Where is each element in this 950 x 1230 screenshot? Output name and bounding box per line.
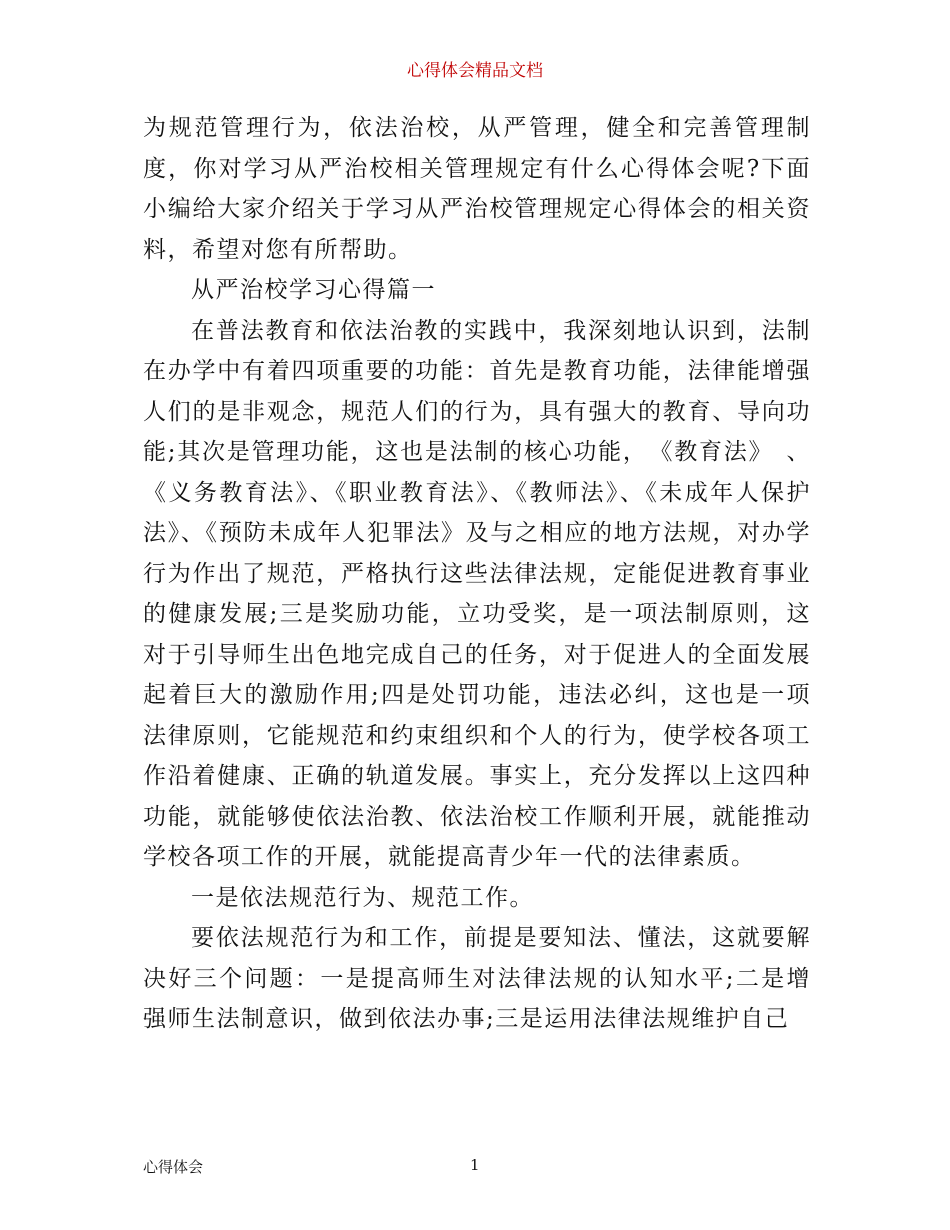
section-heading: 从严治校学习心得篇一 xyxy=(191,277,436,303)
page-number: 1 xyxy=(470,1156,480,1174)
intro-paragraph: 为规范管理行为，依法治校，从严管理，健全和完善管理制度，你对学习从严治校相关管理规定有什么心得体会呢?下面小编给大家介绍关于学习从严治校管理规定心得体会的相关资料，希望对您有所帮助。 xyxy=(143,115,811,263)
point-heading: 一是依法规范行为、规范工作。 xyxy=(191,884,534,911)
document-body xyxy=(143,108,811,1040)
footer-label: 心得体会 xyxy=(143,1158,204,1176)
body-paragraph: 在普法教育和依法治教的实践中，我深刻地认识到，法制在办学中有着四项重要的功能：首先是教育功能，法律能增强人们的是非观念，规范人们的行为，具有强大的教育、导向功能;其次是管理功能，这也是法制的核心功能， 《教育法》 、《义务教育法》、《职业教育法》、《教师法》、《未成年人保护法》、《预防未成年人犯罪法》及与之相应的地方法规，对办学行为作出了规范，严格执行这些法律法规，定能促进教育事业的健康发展;三是奖励功能，立功受奖，是一项法制原则，这对于引导师生出色地完成自己的任务，对于促进人的全面发展起着巨大的激励作用;四是处罚功能，违法必纠，这也是一项法律原则，它能规范和约束组织和个人的行为，使学校各项工作沿着健康、正确的轨道发展。事实上，充分发挥以上这四种功能，就能够使依法治教、依法治校工作顺利开展，就能推动学校各项工作的开展，就能提高青少年一代的法律素质。 xyxy=(143,317,811,870)
page-header: 心得体会精品文档 xyxy=(407,61,543,81)
body-paragraph: 要依法规范行为和工作，前提是要知法、懂法，这就要解决好三个问题：一是提高师生对法律法规的认知水平;二是增强师生法制意识，做到依法办事;三是运用法律法规维护自己 xyxy=(143,925,811,1032)
